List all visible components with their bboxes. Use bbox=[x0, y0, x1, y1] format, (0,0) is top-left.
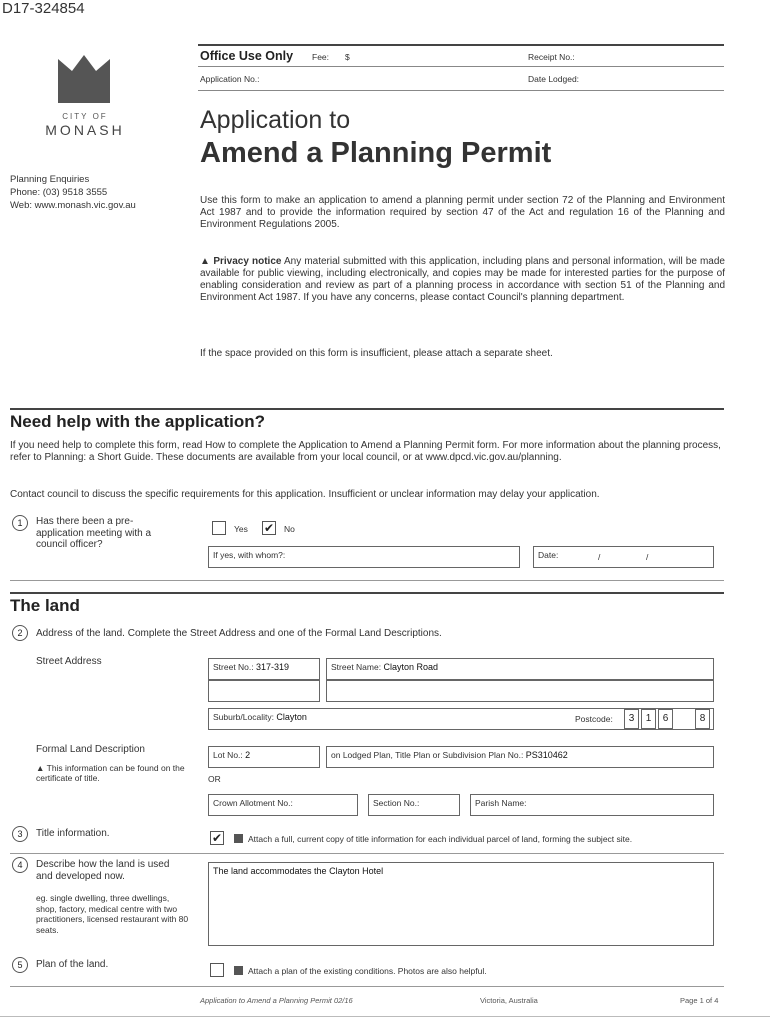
attach-icon bbox=[234, 966, 243, 975]
plan-no-field[interactable] bbox=[326, 746, 714, 768]
application-no-label: Application No.: bbox=[200, 74, 260, 84]
crown-allotment-field[interactable]: Crown Allotment No.: bbox=[208, 794, 358, 816]
enquiries-title: Planning Enquiries bbox=[10, 174, 90, 185]
fee-label: Fee: bbox=[312, 52, 330, 62]
q1-yes-checkbox[interactable] bbox=[212, 521, 226, 535]
help-heading: Need help with the application? bbox=[10, 412, 266, 431]
q1-date-label: Date: bbox=[538, 550, 559, 560]
street-no-value: 317-319 bbox=[256, 662, 290, 672]
lot-label: Lot No.: bbox=[213, 750, 243, 760]
postcode-digit-1[interactable]: 3 bbox=[624, 709, 639, 729]
suburb-label: Suburb/Locality: bbox=[213, 712, 274, 722]
street-name-field-2[interactable] bbox=[326, 680, 714, 702]
q3-attach-text: Attach a full, current copy of title information for each individual parcel of land, forming the subject site. bbox=[248, 834, 633, 844]
enquiries-web[interactable]: Web: www.monash.vic.gov.au bbox=[10, 200, 136, 211]
postcode-label: Postcode: bbox=[575, 714, 613, 724]
q1-yes-label: Yes bbox=[234, 524, 248, 534]
q1-no-checkbox[interactable]: ✔ bbox=[263, 521, 275, 535]
q4-text: Describe how the land is used and developed now. bbox=[36, 859, 170, 882]
privacy-notice bbox=[200, 256, 725, 304]
logo-monash: MONASH bbox=[45, 122, 125, 138]
privacy-label: Privacy notice bbox=[213, 256, 282, 267]
q4-answer-value: The land accommodates the Clayton Hotel bbox=[213, 866, 384, 876]
contact-paragraph: Contact council to discuss the specific requirements for this application. Insufficient or unclear information may delay your application. bbox=[10, 489, 600, 500]
q4-example: eg. single dwelling, three dwellings, shop, factory, medical centre with two practitioners, licensed restaurant with 80 seats. bbox=[36, 893, 189, 935]
footer-page: Page 1 of 4 bbox=[680, 996, 719, 1005]
q5-number: 5 bbox=[12, 957, 28, 973]
enquiries-phone: Phone: (03) 9518 3555 bbox=[10, 187, 108, 198]
street-name-label: Street Name: bbox=[331, 662, 382, 672]
privacy-text: Any material submitted with this application, including plans and personal information, will be made available for public viewing, including electronically, and copies may be made for interested parties for the purpose of enabling consideration and review as part of a planning process in accordance with section 51 of the Planning and Environment Act 1987. If you have any concerns, please contact Council's planning department. bbox=[200, 256, 725, 303]
help-paragraph: If you need help to complete this form, read How to complete the Application to Amend a Planning Permit form. For more information about the planning process, refer to Planning: a Short Guide. These documents are available from your local council, or at www.dpcd.vic.gov.au/planning. bbox=[10, 440, 721, 463]
street-no-field-2[interactable] bbox=[208, 680, 320, 702]
footer-form-name: Application to Amend a Planning Permit 02/16 bbox=[200, 996, 353, 1005]
title-line2: Amend a Planning Permit bbox=[200, 137, 552, 169]
street-address-label: Street Address bbox=[36, 656, 102, 667]
attach-icon bbox=[234, 834, 243, 843]
plan-label: on Lodged Plan, Title Plan or Subdivision Plan No.: bbox=[331, 750, 524, 760]
or-label: OR bbox=[208, 774, 221, 784]
q1-text: Has there been a pre-application meeting with a council officer? bbox=[36, 516, 152, 550]
document-id: D17-324854 bbox=[2, 0, 85, 17]
formal-description-label: Formal Land Description bbox=[36, 744, 145, 755]
date-slash-1: / bbox=[598, 552, 601, 562]
warning-icon: ▲ bbox=[200, 256, 211, 267]
q4-number: 4 bbox=[12, 857, 28, 873]
street-name-value: Clayton Road bbox=[383, 662, 438, 672]
logo-city-of: CITY OF bbox=[62, 112, 108, 121]
postcode-digit-2[interactable]: 1 bbox=[641, 709, 656, 729]
section-no-field[interactable]: Section No.: bbox=[368, 794, 460, 816]
q3-number: 3 bbox=[12, 826, 28, 842]
lot-value: 2 bbox=[245, 750, 251, 760]
suburb-value: Clayton bbox=[276, 712, 307, 722]
land-heading: The land bbox=[10, 596, 80, 615]
street-no-label: Street No.: bbox=[213, 662, 254, 672]
street-name-field[interactable] bbox=[326, 658, 714, 680]
monash-logo-icon bbox=[58, 55, 110, 103]
street-no-field[interactable] bbox=[208, 658, 320, 680]
intro-paragraph: Use this form to make an application to amend a planning permit under section 72 of the Planning and Environment Act 1987 and to provide the information required by section 47 of the Act and regulation 16 of the Planning and Environment Regulations 2005. bbox=[200, 195, 725, 230]
q2-number: 2 bbox=[12, 625, 28, 641]
plan-value: PS310462 bbox=[525, 750, 568, 760]
insufficient-note: If the space provided on this form is insufficient, please attach a separate sheet. bbox=[200, 348, 553, 359]
fee-dollar: $ bbox=[345, 52, 350, 62]
postcode-digit-3[interactable]: 6 bbox=[658, 709, 673, 729]
q4-answer-field[interactable] bbox=[208, 862, 714, 946]
formal-note bbox=[36, 763, 186, 783]
parish-name-field[interactable]: Parish Name: bbox=[470, 794, 714, 816]
date-lodged-label: Date Lodged: bbox=[528, 74, 580, 84]
formal-note-text: This information can be found on the certificate of title. bbox=[36, 763, 185, 783]
title-line1: Application to bbox=[200, 106, 351, 134]
footer-location: Victoria, Australia bbox=[480, 996, 538, 1005]
postcode-digit-4[interactable]: 8 bbox=[695, 709, 710, 729]
receipt-label: Receipt No.: bbox=[528, 52, 575, 62]
q5-attach-text: Attach a plan of the existing conditions. Photos are also helpful. bbox=[248, 966, 487, 976]
q3-checkbox[interactable]: ✔ bbox=[211, 831, 223, 845]
q1-no-label: No bbox=[284, 524, 295, 534]
q2-text: Address of the land. Complete the Street Address and one of the Formal Land Descriptions. bbox=[36, 628, 442, 639]
date-slash-2: / bbox=[646, 552, 649, 562]
lot-no-field[interactable] bbox=[208, 746, 320, 768]
warning-icon: ▲ bbox=[36, 763, 47, 773]
office-use-title: Office Use Only bbox=[200, 49, 294, 63]
q1-date-field[interactable] bbox=[533, 546, 714, 568]
q3-text: Title information. bbox=[36, 828, 110, 839]
q1-number: 1 bbox=[12, 515, 28, 531]
q5-checkbox[interactable] bbox=[210, 963, 224, 977]
q1-whom-field[interactable]: If yes, with whom?: bbox=[208, 546, 520, 568]
q5-text: Plan of the land. bbox=[36, 959, 109, 970]
